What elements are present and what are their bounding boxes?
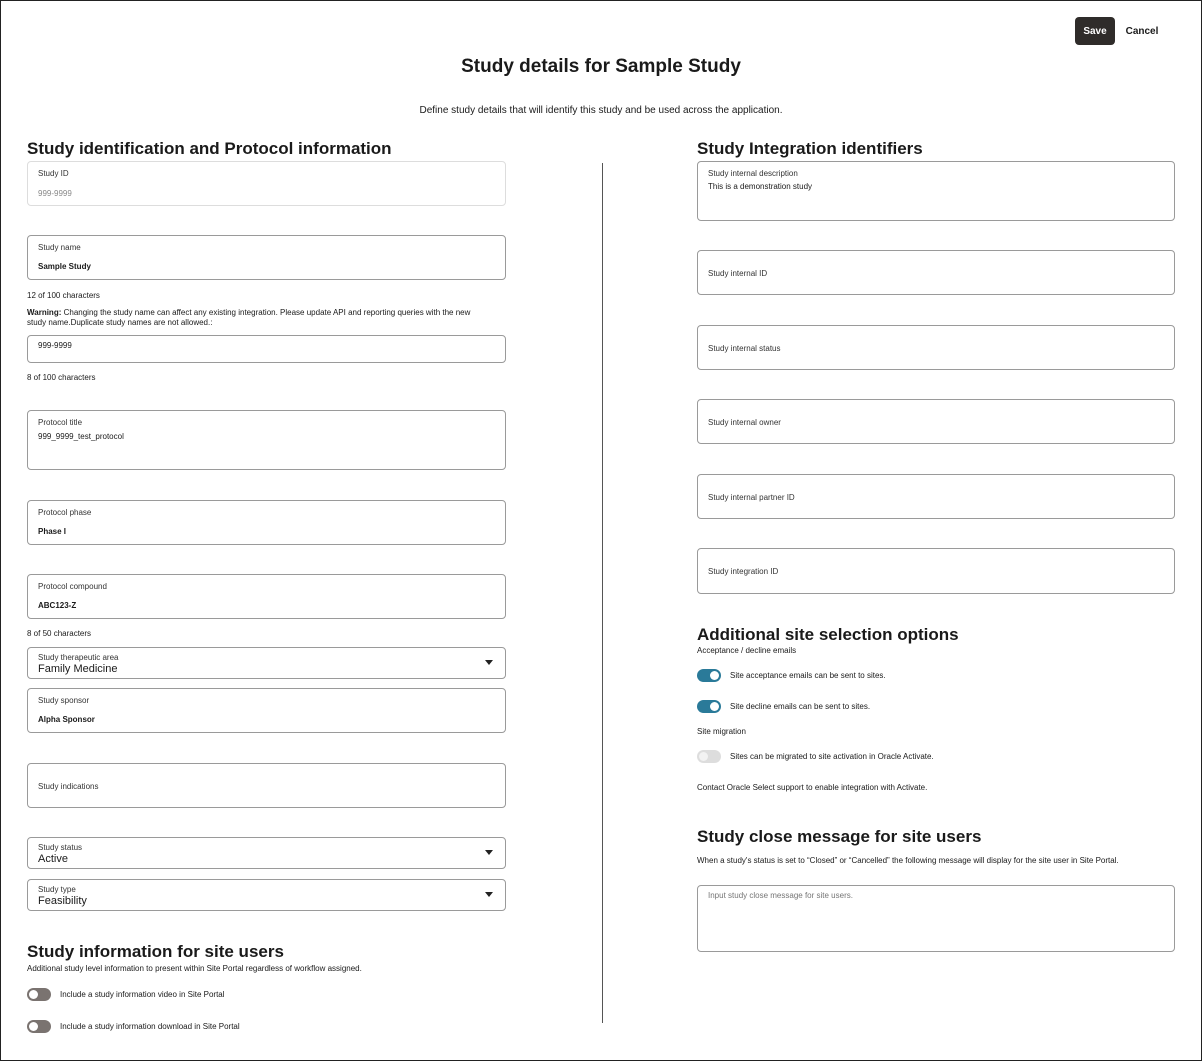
integration-id-input[interactable] <box>697 548 1175 594</box>
study-name-alt-input[interactable] <box>27 335 506 363</box>
field-label: Study internal status <box>708 344 781 353</box>
study-status-select[interactable] <box>27 837 506 869</box>
cancel-button[interactable]: Cancel <box>1125 25 1159 37</box>
field-value: This is a demonstration study <box>708 182 813 191</box>
toggle-knob <box>29 1022 38 1031</box>
decline-email-toggle[interactable] <box>697 700 721 713</box>
field-label: Study status <box>38 843 83 852</box>
field-value: Alpha Sponsor <box>38 715 95 724</box>
internal-owner-input[interactable] <box>697 399 1175 444</box>
acceptance-email-toggle[interactable] <box>697 669 721 682</box>
warning-text <box>27 308 487 328</box>
toggle-knob <box>29 990 38 999</box>
field-label: Protocol title <box>38 418 83 427</box>
internal-status-input[interactable] <box>697 325 1175 370</box>
field-label: Study internal description <box>708 169 798 178</box>
group-label: Site migration <box>697 727 746 736</box>
section-heading-identification: Study identification and Protocol information <box>27 139 392 158</box>
field-value: Feasibility <box>38 895 87 907</box>
save-button[interactable]: Save <box>1075 17 1115 45</box>
toggle-label: Site decline emails can be sent to sites. <box>730 702 871 711</box>
field-value: Sample Study <box>38 262 91 271</box>
section-heading-site-selection: Additional site selection options <box>697 625 959 644</box>
contact-text: Contact Oracle Select support to enable integration with Activate. <box>697 783 928 792</box>
column-divider <box>602 163 603 1023</box>
internal-partner-id-input[interactable] <box>697 474 1175 519</box>
internal-description-input[interactable] <box>697 161 1175 221</box>
video-toggle[interactable] <box>27 988 51 1001</box>
field-value: Family Medicine <box>38 663 118 675</box>
page-title: Study details for Sample Study <box>461 56 741 77</box>
warning-body: Changing the study name can affect any existing integration. Please update API and reporting queries with the new study name.Duplicate study names are not allowed.: <box>27 308 471 327</box>
warning-prefix: Warning: <box>27 308 62 317</box>
page-description: Define study details that will identify this study and be used across the application. <box>419 105 783 116</box>
internal-id-input[interactable] <box>697 250 1175 295</box>
protocol-compound-input[interactable] <box>27 574 506 619</box>
site-migration-toggle[interactable] <box>697 750 721 763</box>
field-value: 999-9999 <box>38 341 72 350</box>
field-value: Phase I <box>38 527 67 536</box>
chevron-down-icon <box>485 850 493 855</box>
section-heading-close-message: Study close message for site users <box>697 827 982 846</box>
field-label: Protocol compound <box>38 582 107 591</box>
study-name-input[interactable] <box>27 235 506 280</box>
field-label: Study therapeutic area <box>38 653 119 662</box>
toggle-label: Site acceptance emails can be sent to sites. <box>730 671 886 680</box>
section-subtitle: Additional study level information to present within Site Portal regardless of workflow assigned. <box>27 964 362 973</box>
field-label: Study indications <box>38 782 99 791</box>
toggle-knob <box>710 702 719 711</box>
chevron-down-icon <box>485 660 493 665</box>
download-toggle[interactable] <box>27 1020 51 1033</box>
toggle-knob <box>710 671 719 680</box>
section-heading-site-info: Study information for site users <box>27 942 284 961</box>
protocol-title-input[interactable] <box>27 410 506 470</box>
close-message-textarea[interactable] <box>697 885 1175 952</box>
field-value: ABC123-Z <box>38 601 77 610</box>
char-count: 8 of 50 characters <box>27 629 92 638</box>
toggle-knob <box>699 752 708 761</box>
study-type-select[interactable] <box>27 879 506 911</box>
field-value: 999_9999_test_protocol <box>38 432 124 441</box>
field-label: Study sponsor <box>38 696 90 705</box>
close-message-note: When a study's status is set to “Closed” or “Cancelled” the following message will display for the site user in Site Portal. <box>697 856 1119 865</box>
section-heading-integration: Study Integration identifiers <box>697 139 923 158</box>
protocol-phase-input[interactable] <box>27 500 506 545</box>
toggle-label: Include a study information video in Site Portal <box>60 990 225 999</box>
field-label: Study name <box>38 243 81 252</box>
field-label: Study internal partner ID <box>708 493 795 502</box>
chevron-down-icon <box>485 892 493 897</box>
field-value: Active <box>38 853 68 865</box>
char-count: 8 of 100 characters <box>27 373 96 382</box>
study-sponsor-input[interactable] <box>27 688 506 733</box>
study-id-field <box>27 161 506 206</box>
char-count: 12 of 100 characters <box>27 291 100 300</box>
field-label: Study integration ID <box>708 567 779 576</box>
group-label: Acceptance / decline emails <box>697 646 797 655</box>
field-label: Protocol phase <box>38 508 92 517</box>
field-label: Study internal ID <box>708 269 768 278</box>
toggle-label: Include a study information download in Site Portal <box>60 1022 240 1031</box>
toggle-label: Sites can be migrated to site activation in Oracle Activate. <box>730 752 934 761</box>
field-label: Study internal owner <box>708 418 781 427</box>
study-indications-input[interactable] <box>27 763 506 808</box>
field-value: 999-9999 <box>38 189 72 198</box>
field-label: Study ID <box>38 169 69 178</box>
therapeutic-area-select[interactable] <box>27 647 506 679</box>
field-label: Study type <box>38 885 76 894</box>
